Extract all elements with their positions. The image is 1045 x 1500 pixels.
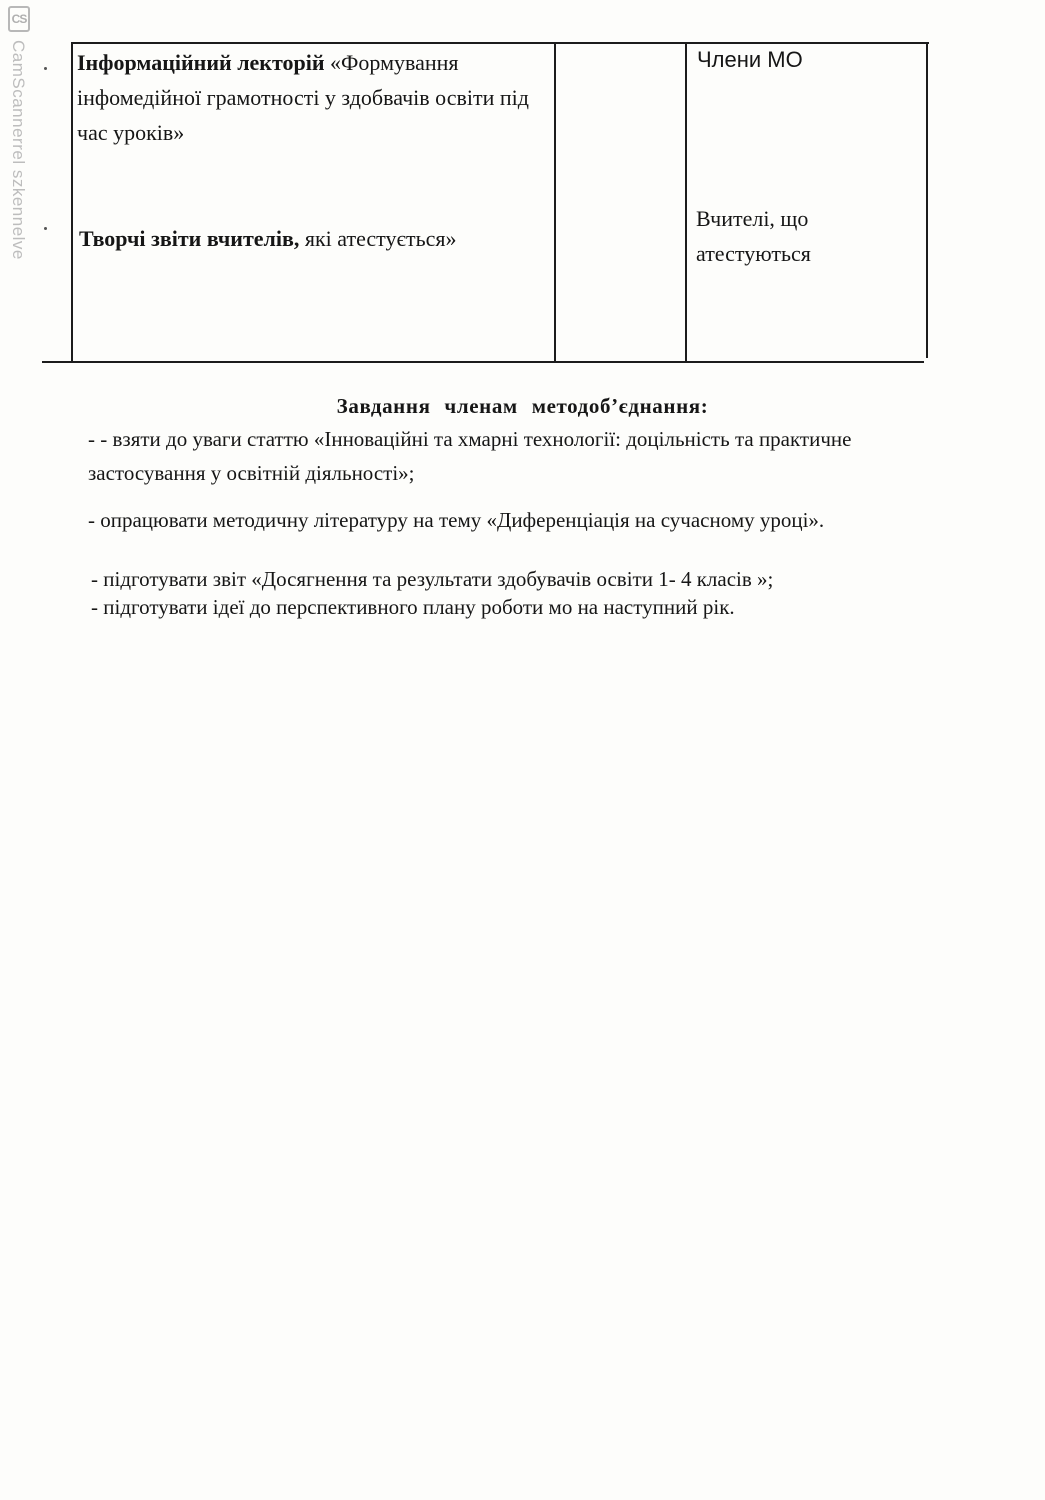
margin-dot [44,67,47,70]
table-border-left [71,42,73,363]
table-cell-responsible: Вчителі, що атестуються [696,206,811,266]
camscanner-logo-icon: CS [8,6,30,32]
table-column-divider [554,42,556,363]
tasks-heading: Завдання членам методоб’єднання: [336,394,709,418]
table-column-divider [685,42,687,361]
event-type-label: Творчі звіти вчителів, [79,226,300,251]
table-cell-responsible: Члени МО [697,47,803,72]
task-item: - підготувати звіт «Досягнення та результати здобувачів освіти 1- 4 класів »; [91,567,774,591]
event-topic: «Формування інфомедійної грамотності у здобвачів освіти під час уроків» [77,50,529,145]
watermark-text: CamScannerrel szkennelve [9,40,28,260]
event-topic: які атестується» [304,226,457,251]
task-item: - опрацювати методичну літературу на тему «Диференціація на сучасному уроці». [88,508,825,532]
scanner-watermark [6,6,36,316]
table-border-bottom [42,361,924,363]
table-cell-event [77,45,547,150]
margin-dot [44,227,47,230]
task-item: - - взяти до уваги статтю «Інноваційні та хмарні технології: доцільність та практичне застосування у освітній діяльності»; [88,427,852,485]
task-item: - підготувати ідеї до перспективного плану роботи мо на наступний рік. [91,595,735,619]
table-border-right [926,42,928,358]
event-type-label: Інформаційний лекторій [77,50,325,75]
table-cell-event [79,221,549,256]
